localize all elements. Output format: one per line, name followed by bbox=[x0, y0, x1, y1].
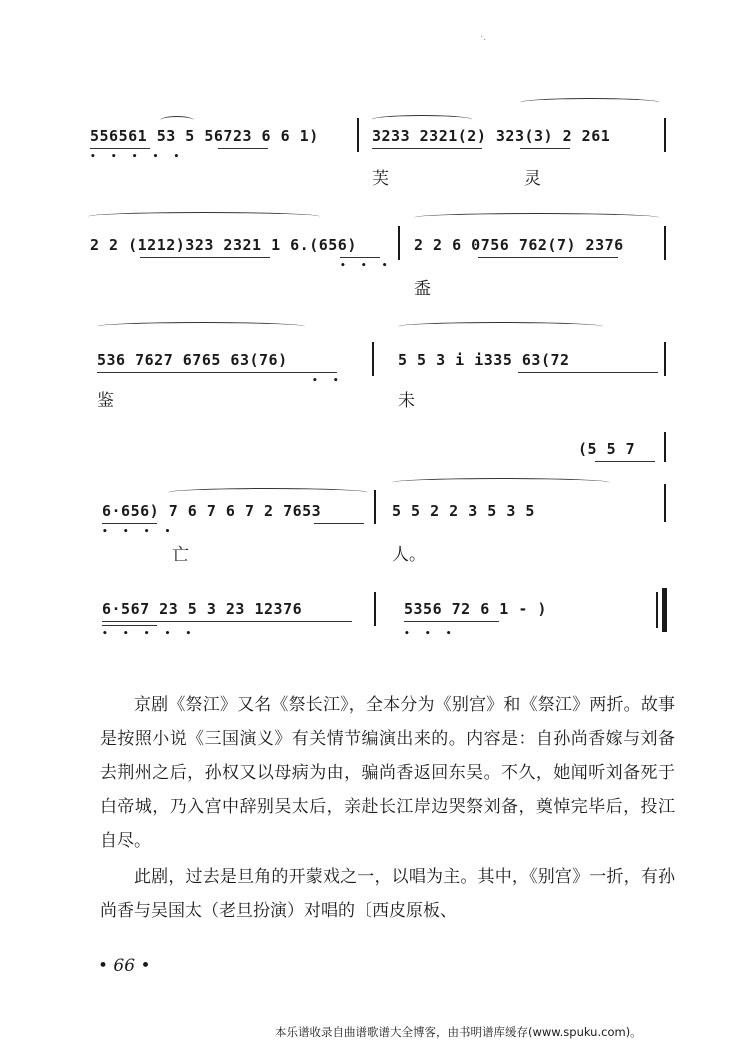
underline bbox=[140, 257, 270, 258]
underline bbox=[372, 148, 482, 149]
score-measure-left: 6·656) 7 6 7 6 7 2 7653 bbox=[102, 502, 322, 520]
underline bbox=[102, 625, 157, 626]
score-measure-left: 2 2 (1212)323 2321 1 6.(656) bbox=[90, 236, 357, 254]
octave-dots: • • bbox=[312, 376, 345, 386]
barline bbox=[664, 484, 666, 522]
paragraph: 此剧，过去是旦角的开蒙戏之一，以唱为主。其中，《别宫》一折，有孙尚香与吴国太（老旦扮演）对唱的〔西皮原板、 bbox=[100, 867, 675, 921]
score-measure-left: 6·567 23 5 3 23 12376 bbox=[102, 600, 303, 618]
underline bbox=[314, 523, 364, 524]
barline bbox=[398, 226, 400, 260]
slur bbox=[97, 322, 305, 331]
score-pickup: (5 5 7 bbox=[578, 440, 636, 458]
lyric: 未 bbox=[398, 391, 415, 411]
slur bbox=[398, 322, 603, 331]
underline bbox=[102, 523, 157, 524]
octave-dots: • • • bbox=[404, 629, 458, 639]
underline bbox=[518, 372, 658, 373]
score-measure-right: 5 5 3 i i335 63(72 bbox=[398, 351, 570, 369]
score-measure-right: 5356 72 6 1 - ) bbox=[404, 600, 547, 618]
octave-dots: • • • bbox=[340, 261, 394, 271]
barline bbox=[374, 490, 376, 524]
source-footer: 本乐谱收录自曲谱歌谱大全博客，由书明谱库缓存(www.spuku.com)。 bbox=[275, 1025, 642, 1039]
score-measure-left: 536 7627 6765 63(76) bbox=[97, 351, 288, 369]
underline bbox=[218, 148, 268, 149]
underline bbox=[595, 461, 655, 462]
slur bbox=[520, 98, 660, 107]
underline bbox=[102, 621, 352, 622]
lyric: 芙 bbox=[372, 169, 389, 189]
lyric: 亡 bbox=[172, 545, 189, 565]
underline bbox=[520, 148, 570, 149]
score-measure-right: 5 5 2 2 3 5 3 5 bbox=[392, 502, 535, 520]
lyric: 盉 bbox=[414, 279, 431, 299]
page-number: • 66 • bbox=[98, 956, 151, 976]
barline bbox=[664, 226, 666, 260]
slur bbox=[168, 488, 368, 497]
barline bbox=[357, 118, 359, 152]
header-mark: ·. bbox=[480, 32, 487, 43]
score-measure-right: 3233 2321(2) 323(3) 2 261 bbox=[372, 127, 611, 145]
underline bbox=[404, 621, 499, 622]
score-measure-right: 2 2 6 0756 762(7) 2376 bbox=[414, 236, 624, 254]
lyric: 鉴 bbox=[97, 391, 114, 411]
barline bbox=[374, 592, 376, 626]
slur bbox=[88, 212, 320, 221]
octave-dots: • • • • bbox=[102, 527, 177, 537]
barline bbox=[664, 342, 666, 376]
underline bbox=[340, 257, 380, 258]
final-barline-thick bbox=[662, 588, 667, 632]
paragraph: 京剧《祭江》又名《祭长江》，全本分为《别宫》和《祭江》两折。故事是按照小说《三国演义》有关情节编演出来的。内容是：自孙尚香嫁与刘备去荆州之后，孙权又以母病为由，骗尚香返回东吴。不久，她闻听刘备死于白帝城，乃入宫中辞别吴太后，亲赴长江岸边哭祭刘备，奠悼完毕后，投江自尽。 bbox=[100, 695, 675, 851]
lyric: 人。 bbox=[392, 545, 426, 565]
underline bbox=[90, 148, 150, 149]
article-body bbox=[100, 688, 675, 928]
slur bbox=[160, 116, 194, 125]
barline bbox=[664, 118, 666, 152]
score-measure-left: 556561 53 5 56723 6 6 1) bbox=[90, 127, 319, 145]
final-barline-thin bbox=[656, 592, 658, 628]
slur bbox=[414, 213, 659, 222]
octave-dots: • • • • • bbox=[102, 629, 198, 639]
underline bbox=[97, 372, 337, 373]
underline bbox=[478, 257, 618, 258]
octave-dots: • • • • • bbox=[90, 152, 186, 162]
slur bbox=[392, 478, 610, 487]
barline bbox=[664, 432, 666, 462]
lyric: 灵 bbox=[524, 169, 541, 189]
slur bbox=[372, 115, 472, 124]
barline bbox=[372, 342, 374, 376]
